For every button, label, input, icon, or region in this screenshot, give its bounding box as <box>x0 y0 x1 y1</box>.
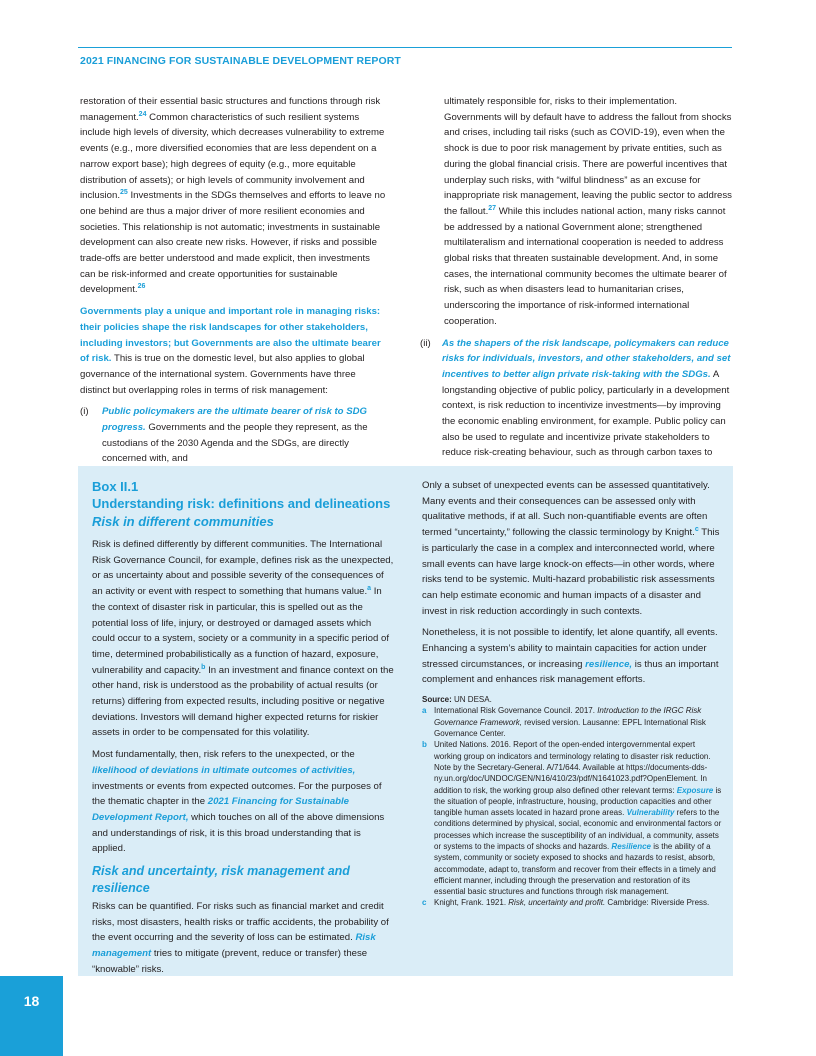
list-item-lead: Public policymakers are the ultimate bearer of risk to SDG progress. <box>102 406 367 434</box>
list-marker: (ii) <box>420 337 431 349</box>
footnote-c: c Knight, Frank. 1921. Risk, uncertainty and profit. Cambridge: Riverside Press. <box>422 898 710 908</box>
endnote-ref-24[interactable]: 24 <box>138 110 147 118</box>
box-paragraph-resilience: Nonetheless, it is not possible to identify, let alone quantify, all events. Enhancing a system’s ability to maintain capacities for action under stressed circumstances, or increasing resilience, is thus an important complement and enhances risk management efforts. <box>422 627 719 686</box>
page-number: 18 <box>23 993 40 1009</box>
box-source: Source: UN DESA. <box>422 695 492 705</box>
right-column <box>420 94 732 461</box>
box-title: Understanding risk: definitions and delineations <box>92 496 391 511</box>
page-number-tab <box>0 976 63 1056</box>
paragraph-government-roles: Governments play a unique and important role in managing risks: their policies shape the risk landscapes for other stakeholders, including investors; but Governments are also the ultimate bearer of risk. This is true on the domestic level, but also applies to global governance of the international system. Governments have three distinct but overlapping roles in terms of risk management: <box>80 306 381 396</box>
box-subtitle: Risk in different communities <box>92 514 274 529</box>
list-marker: (i) <box>80 406 89 418</box>
running-head: 2021 FINANCING FOR SUSTAINABLE DEVELOPMENT REPORT <box>80 55 401 67</box>
footnote-ref-a[interactable]: a <box>367 585 372 593</box>
box-paragraph-definitions: Risk is defined differently by different communities. The International Risk Governance Council, for example, defines risk as the unexpected, or as uncertainty about and possible severity of the consequences of an activity or event with respect to something that humans value.$^a$ In the context of disaster risk in particular, this is spelled out as the potential loss of life, injury, or destroyed or damaged assets which could occur to a system, society or a community in a specific period of time, determined probabilistically as a function of hazard, exposure, vulnerability and capacity.$^b$ In an investment and finance context on the other hand, risk is understood as the probability of actual results (or returns) differing from expected results, including positive or negative deviations. Investors will demand higher expected returns for riskier assets in order to be compensated for this volatility. <box>92 539 394 739</box>
list-item-i-continued: ultimately responsible for, risks to their implementation. Governments will by default have to address the fallout from shocks and crises, including tail risks (such as COVID-19), even when the shock is due to poor risk management by private entities, such as during the global financial crisis. There are powerful incentives that underplay such risks, with “wilful blindness” as an excuse for inappropriate risk management, leaving the public sector to address the fallout.$^{27}$ While this includes national action, many risks cannot be addressed by a national Government alone; strengthened multilateralism and international cooperation is needed to address global risks that threaten sustainable development. And, in some cases, the international community becomes the ultimate bearer of risk, such as when disasters lead to humanitarian crises, underscoring the importance of risk-informed international cooperation. <box>444 96 732 327</box>
paragraph-resilient-systems: restoration of their essential basic structures and functions through risk management.$^{24}$ Common characteristics of such resilient systems include high levels of diversity, which decreases vulnerability to extreme events (e.g., more diversified economies that are less dependent on a narrow export base); high degrees of equity (e.g., more equitable distribution of assets); or high levels of community involvement and inclusion.$^{25}$ Investments in the SDGs themselves and efforts to leave no one behind are thus a major driver of more resilient economies and societies. This relationship is not automatic; investments in sustainable development can also create new risks. However, if risks and possible trade-offs are better understood and made explicit, then investments can be risk-informed and create opportunities for sustainable development.$^{26}$ <box>80 96 386 296</box>
box-paragraph-fundamentals: Most fundamentally, then, risk refers to the unexpected, or the likelihood of deviations in ultimate outcomes of activities, investments or events from expected outcomes. For the purposes of the thematic chapter in the 2021 Financing for Sustainable Development Report, which touches on all of the above dimensions and understandings of risk, it is this broad understanding that is applied. <box>92 749 385 855</box>
footnote-a: a International Risk Governance Council. 2017. Introduction to the IRGC Risk Governance Framework, revised version. Lausanne: EPFL International Risk Governance Center. <box>422 706 706 739</box>
box-label: Box II.1 <box>92 479 139 494</box>
footnote-b: b United Nations. 2016. Report of the open-ended intergovernmental expert working group on indicators and terminology relating to disaster risk reduction. Note by the Secretary-General. A/71/644. Available at https://documents-dds-ny.un.org/doc/UNDOC/GEN/N16/410/23/pdf/N1641023.pdf?OpenElement. In addition to risk, the working group also defined other relevant terms: Exposure is the situation of people, infrastructure, housing, production capacities and other tangible human assets located in hazard prone areas. Vulnerability refers to the conditions determined by physical, social, economic and environmental factors or processes which increase the susceptibility of an individual, a community, assets or systems to the impacts of shocks and hazards. Resilience is the ability of a system, community or society exposed to shocks and hazards to resist, absorb, accommodate, adapt to, transform and recover from their effects in a timely and efficient manner, including through the preservation and restoration of its essential basic structures and functions through risk management. <box>422 740 722 897</box>
endnote-ref-26[interactable]: 26 <box>137 283 146 291</box>
list-item-ii: (ii) As the shapers of the risk landscape, policymakers can reduce risks for individuals, investors, and other stakeholders, and set incentives to better align private risk-taking with the SDGs. A longstanding objective of public policy, particularly in a development context, is risk reduction to incentivize investments—by improving the economic enabling environment, for example. Public policy can also be used to regulate and incentivize private stakeholders to reduce risk-creating behaviour, such as through carbon taxes to <box>420 336 732 462</box>
footnote-ref-c[interactable]: c <box>694 526 699 534</box>
list-item-i: (i) Public policymakers are the ultimate bearer of risk to SDG progress. Governments and the people they represent, as the custodians of the 2030 Agenda and the SDGs, are directly concerned with, and <box>80 404 388 467</box>
box-paragraph-uncertainty: Only a subset of unexpected events can be assessed quantitatively. Many events and their consequences can be assessed only with qualitative methods, if at all. Such non-quantifiable events are often termed “uncertainty,” following the classic terminology by Knight.$^c$ This is particularly the case in a complex and interconnected world, where small events can have large knock-on effects—in other words, where risks tend to be systemic. Multi-hazard probabilistic risk assessments can help estimate economic and human impacts of a disaster and invest in risk reduction accordingly in such contexts. <box>422 480 720 617</box>
box-right-column <box>422 478 722 909</box>
header-rule <box>78 47 732 48</box>
endnote-ref-25[interactable]: 25 <box>120 189 128 197</box>
list-item-lead: As the shapers of the risk landscape, policymakers can reduce risks for individuals, investors, and other stakeholders, and set incentives to better align private risk-taking with the SDGs. <box>442 337 731 380</box>
footnote-ref-b[interactable]: b <box>201 663 206 671</box>
government-roles-lead: Governments play a unique and important role in managing risks: their policies shape the risk landscapes for other stakeholders, including investors; but Governments are also the ultimate bearer of risk. <box>80 306 381 365</box>
box-left-column <box>92 478 394 978</box>
box-section-heading: Risk and uncertainty, risk management and resilience <box>92 864 350 896</box>
box-paragraph-quantification: Risks can be quantified. For risks such as financial market and credit risks, most disasters, health risks or traffic accidents, the probability of the event occurring and the severity of loss can be estimated. Risk management tries to mitigate (prevent, reduce or transfer) these “knowable” risks. <box>92 901 389 975</box>
endnote-ref-27[interactable]: 27 <box>488 204 497 212</box>
left-column <box>80 94 388 467</box>
